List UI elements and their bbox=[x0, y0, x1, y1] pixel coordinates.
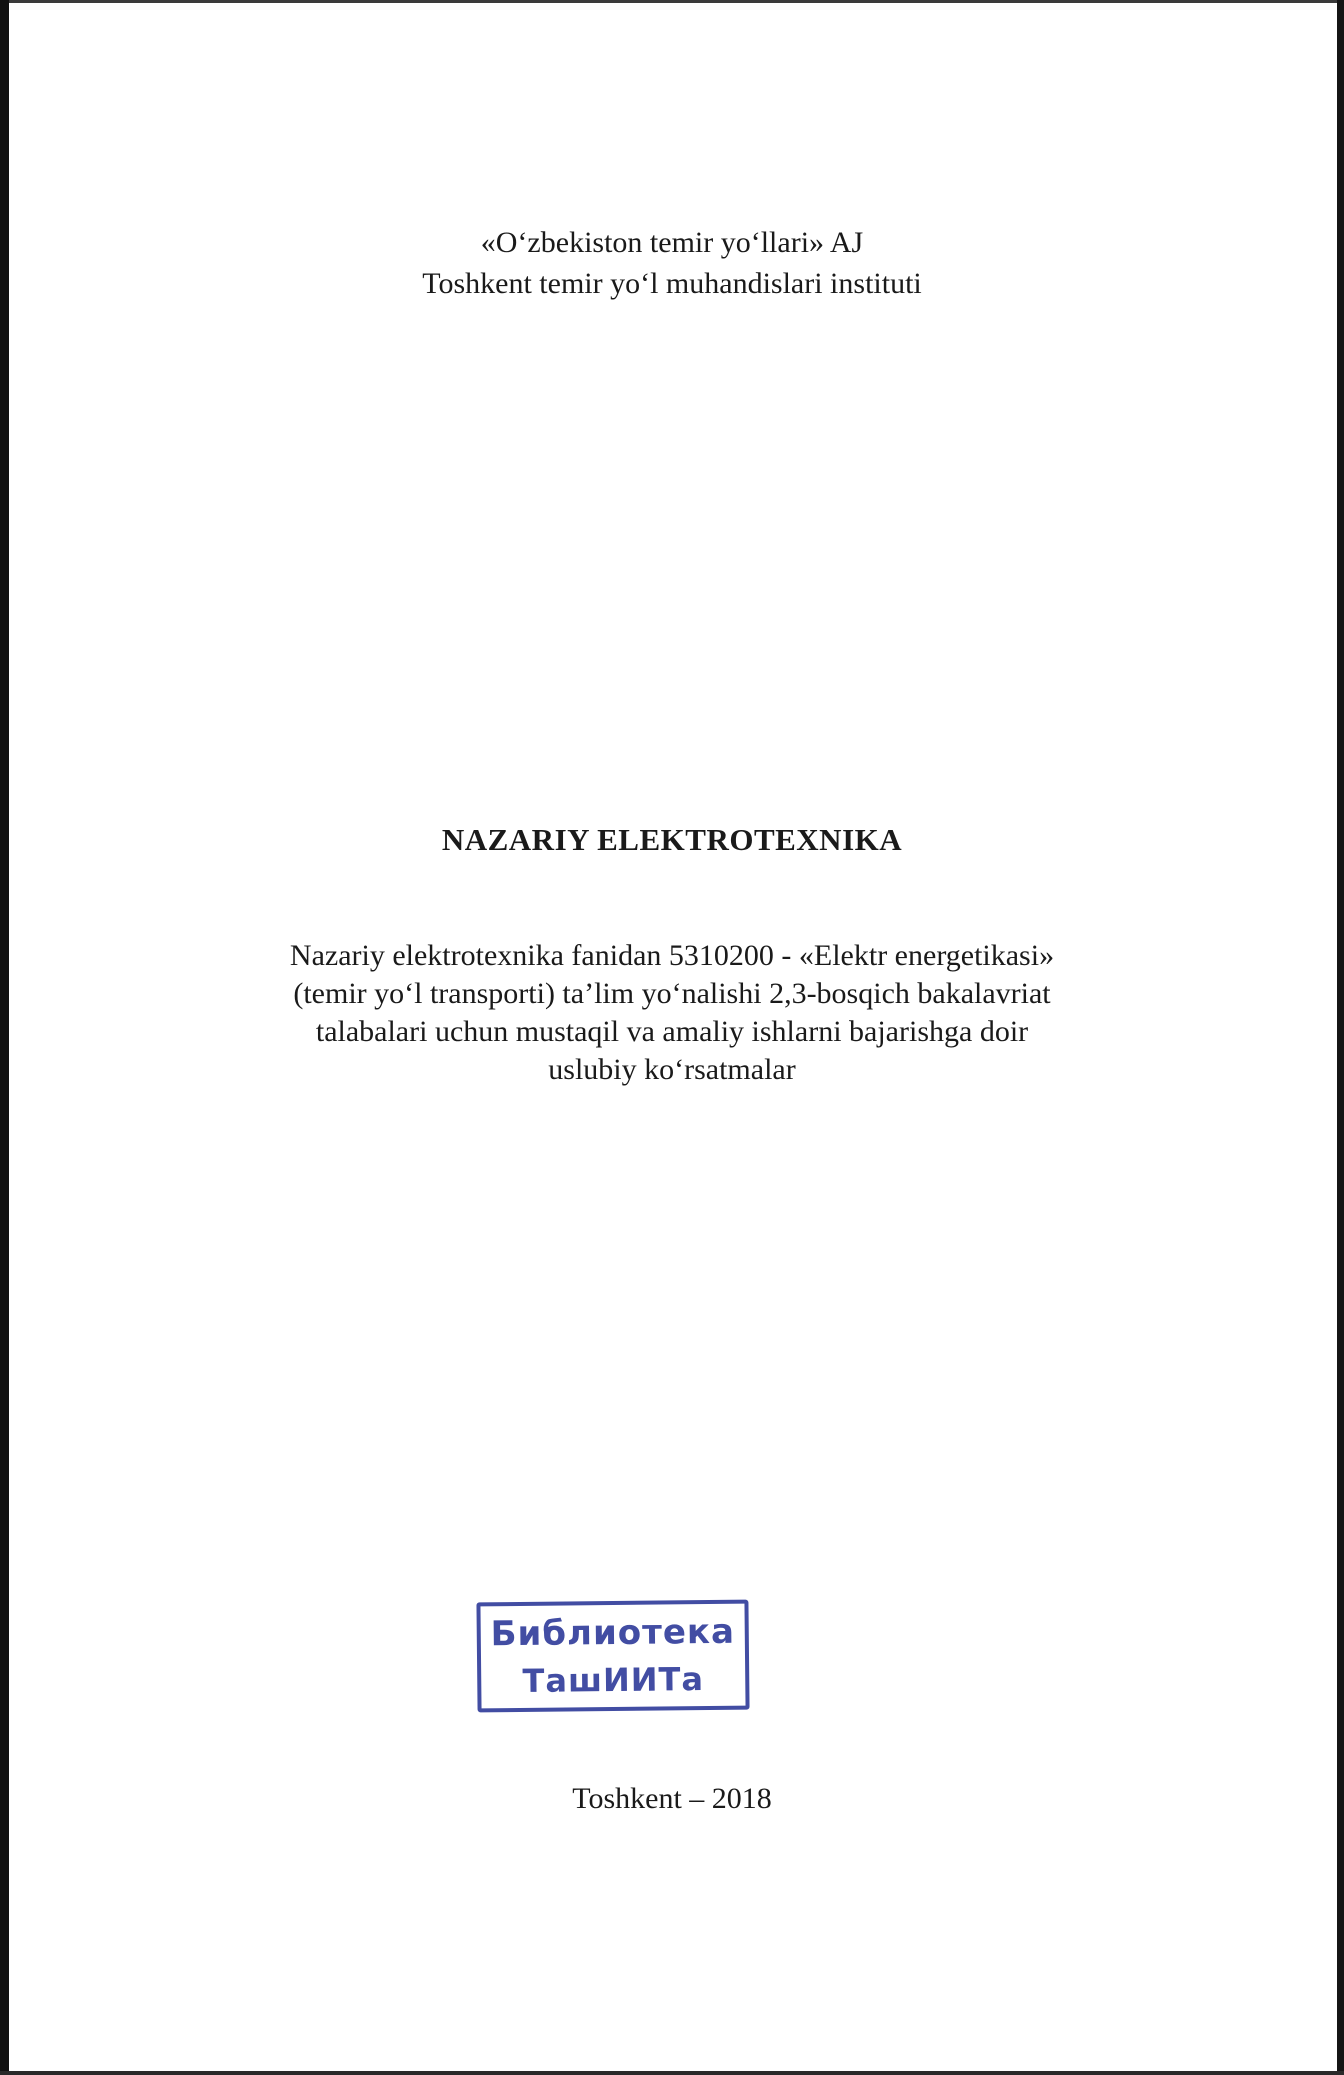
institute-name: Toshkent temir yo‘l muhandislari instituti bbox=[422, 267, 922, 300]
city-year: Toshkent – 2018 bbox=[572, 1782, 772, 1815]
stamp-line-institute: ТашИИТа bbox=[522, 1660, 705, 1700]
description-line: talabalari uchun mustaqil va amaliy ishlarni bajarishga doir bbox=[315, 1015, 1029, 1048]
scan-edge-top bbox=[0, 0, 1344, 3]
document-description bbox=[0, 937, 1344, 1089]
description-line: Nazariy elektrotexnika fanidan 5310200 - «Elektr energetikasi» bbox=[289, 939, 1055, 972]
library-stamp bbox=[476, 1600, 749, 1713]
institution-header bbox=[0, 222, 1344, 304]
stamp-line-library: Библиотека bbox=[490, 1611, 736, 1655]
organization-name: «O‘zbekiston temir yo‘llari» AJ bbox=[480, 226, 864, 259]
document-title: NAZARIY ELEKTROTEXNIKA bbox=[441, 822, 903, 857]
description-line: uslubiy ko‘rsatmalar bbox=[548, 1053, 796, 1086]
description-line: (temir yo‘l transporti) ta’lim yo‘nalishi 2,3-bosqich bakalavriat bbox=[293, 977, 1051, 1010]
scan-edge-bottom bbox=[0, 2071, 1344, 2075]
